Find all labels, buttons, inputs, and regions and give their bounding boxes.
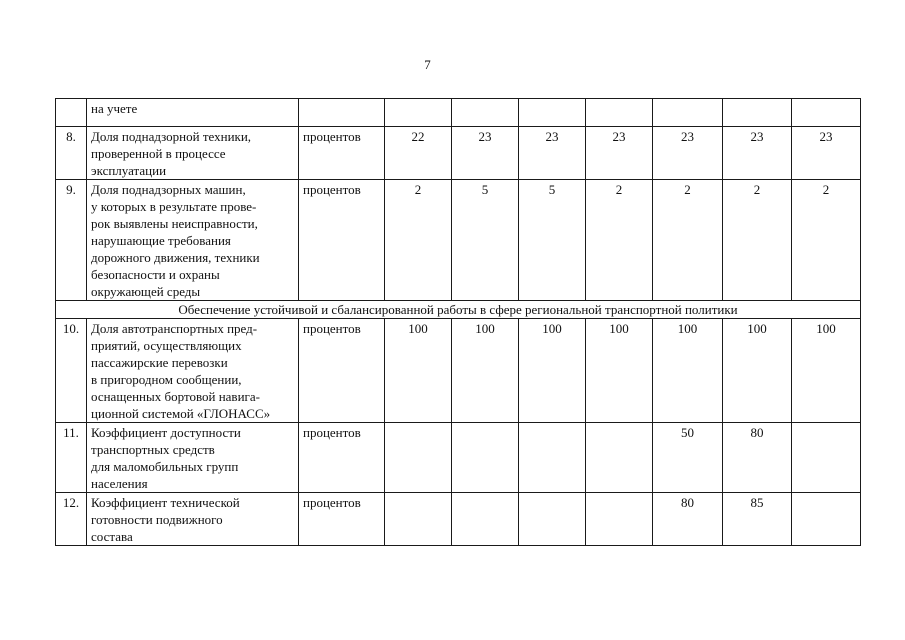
indicator-name-line: нарушающие требования <box>91 233 231 248</box>
indicator-name-line: ционной системой «ГЛОНАСС» <box>91 406 271 421</box>
unit-cell: процентов <box>299 423 385 493</box>
indicator-name <box>87 99 299 127</box>
indicator-name-line: транспортных средств <box>91 442 215 457</box>
indicator-name-line: безопасности и охраны <box>91 267 220 282</box>
value-cell: 100 <box>519 319 586 423</box>
indicator-name-line: на учете <box>91 101 138 116</box>
section-row <box>56 301 861 319</box>
value-cell: 2 <box>723 180 792 301</box>
indicator-name-line: Доля поднадзорных машин, <box>91 182 246 197</box>
value-cell: 2 <box>792 180 861 301</box>
value-cell: 80 <box>653 493 723 546</box>
value-cell: 100 <box>385 319 452 423</box>
indicator-name-line: оснащенных бортовой навига- <box>91 389 260 404</box>
table-row <box>56 99 861 127</box>
unit-cell: процентов <box>299 127 385 180</box>
value-cell: 50 <box>653 423 723 493</box>
table-row <box>56 319 861 423</box>
value-cell <box>723 99 792 127</box>
value-cell <box>653 99 723 127</box>
value-cell: 100 <box>586 319 653 423</box>
value-cell: 23 <box>653 127 723 180</box>
value-cell: 2 <box>385 180 452 301</box>
value-cell: 22 <box>385 127 452 180</box>
value-cell: 100 <box>653 319 723 423</box>
value-cell <box>452 423 519 493</box>
value-cell <box>792 493 861 546</box>
value-cell <box>792 99 861 127</box>
row-number: 12. <box>56 493 87 546</box>
indicator-name-line: эксплуатации <box>91 163 167 178</box>
indicator-name-line: приятий, осуществляющих <box>91 338 242 353</box>
value-cell: 23 <box>519 127 586 180</box>
value-cell <box>519 99 586 127</box>
value-cell: 100 <box>792 319 861 423</box>
unit-cell <box>299 99 385 127</box>
indicator-name <box>87 493 299 546</box>
indicators-table <box>55 98 861 546</box>
indicator-name-line: окружающей среды <box>91 284 201 299</box>
table-row <box>56 180 861 301</box>
indicator-name-line: Коэффициент технической <box>91 495 240 510</box>
value-cell: 5 <box>452 180 519 301</box>
table-row <box>56 127 861 180</box>
value-cell: 100 <box>452 319 519 423</box>
value-cell: 23 <box>452 127 519 180</box>
value-cell: 85 <box>723 493 792 546</box>
value-cell: 23 <box>792 127 861 180</box>
indicator-name <box>87 180 299 301</box>
row-number: 11. <box>56 423 87 493</box>
indicator-name-line: для маломобильных групп <box>91 459 239 474</box>
unit-cell: процентов <box>299 493 385 546</box>
indicator-name-line: готовности подвижного <box>91 512 223 527</box>
indicator-name-line: дорожного движения, техники <box>91 250 260 265</box>
value-cell: 2 <box>653 180 723 301</box>
value-cell <box>586 423 653 493</box>
indicator-name-line: у которых в результате прове- <box>91 199 257 214</box>
indicator-name-line: Доля автотранспортных пред- <box>91 321 258 336</box>
value-cell <box>519 423 586 493</box>
unit-cell: процентов <box>299 319 385 423</box>
value-cell <box>385 423 452 493</box>
value-cell: 100 <box>723 319 792 423</box>
table-row <box>56 423 861 493</box>
value-cell: 23 <box>586 127 653 180</box>
indicator-name <box>87 127 299 180</box>
value-cell: 80 <box>723 423 792 493</box>
indicator-name-line: населения <box>91 476 148 491</box>
indicator-name-line: Доля поднадзорной техники, <box>91 129 252 144</box>
value-cell <box>586 99 653 127</box>
value-cell: 5 <box>519 180 586 301</box>
indicator-name <box>87 319 299 423</box>
indicator-name-line: Коэффициент доступности <box>91 425 241 440</box>
row-number: 8. <box>56 127 87 180</box>
table-row <box>56 493 861 546</box>
indicator-name-line: в пригородном сообщении, <box>91 372 242 387</box>
row-number: 9. <box>56 180 87 301</box>
indicator-name <box>87 423 299 493</box>
value-cell <box>452 493 519 546</box>
section-heading: Обеспечение устойчивой и сбалансированной работы в сфере региональной транспортной политики <box>56 301 861 319</box>
value-cell <box>586 493 653 546</box>
indicator-name-line: пассажирские перевозки <box>91 355 228 370</box>
indicator-name-line: проверенной в процессе <box>91 146 226 161</box>
value-cell <box>385 493 452 546</box>
value-cell <box>792 423 861 493</box>
page-number: 7 <box>424 57 431 72</box>
indicator-name-line: рок выявлены неисправности, <box>91 216 258 231</box>
value-cell: 2 <box>586 180 653 301</box>
indicator-name-line: состава <box>91 529 133 544</box>
value-cell: 23 <box>723 127 792 180</box>
unit-cell: процентов <box>299 180 385 301</box>
value-cell <box>452 99 519 127</box>
row-number <box>56 99 87 127</box>
value-cell <box>519 493 586 546</box>
value-cell <box>385 99 452 127</box>
row-number: 10. <box>56 319 87 423</box>
